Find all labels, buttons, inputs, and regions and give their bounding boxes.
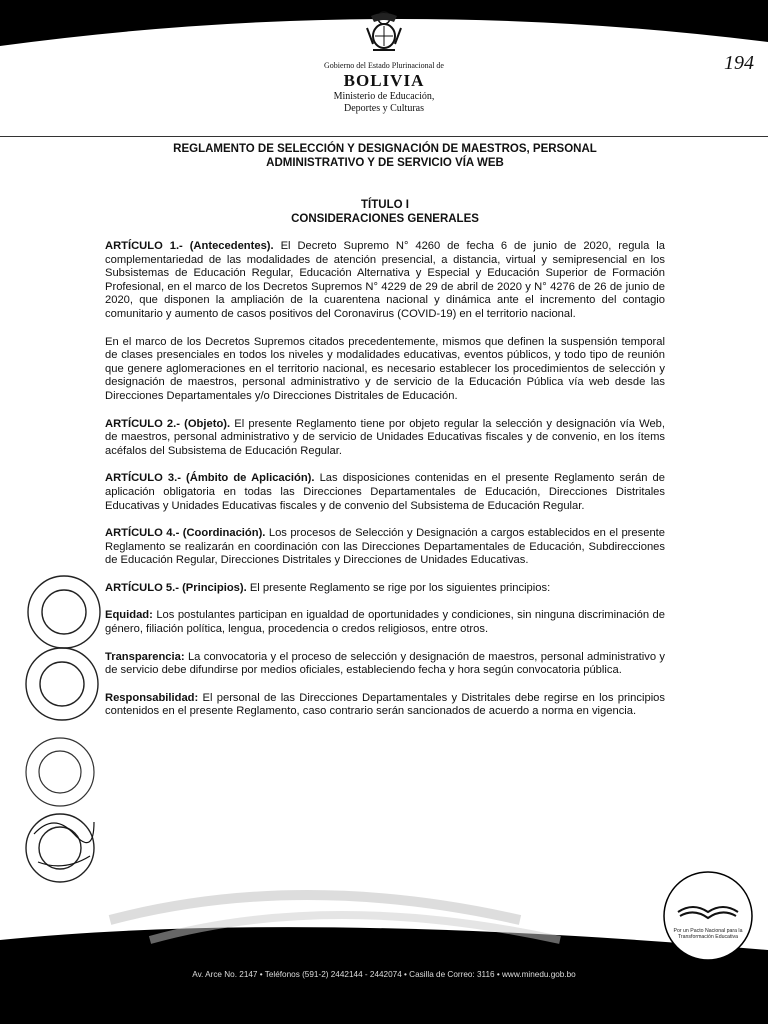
document-title: [105, 142, 665, 170]
title-line-1: REGLAMENTO DE SELECCIÓN Y DESIGNACIÓN DE MAESTROS, PERSONAL: [173, 143, 597, 155]
ministry-line-2: Deportes y Culturas: [344, 103, 424, 114]
paragraph-article-1: ARTÍCULO 1.- (Antecedentes). El Decreto Supremo N° 4260 de fecha 6 de junio de 2020, regula la complementariedad de las modalidades de atención presencial, a distancia, virtual y semipresencial en los Subsistemas de Educación Regular, Educación Alternativa y Especial y Educación Superior de Formación Profesional, en el marco de los Decretos Supremos N° 4229 de 29 de abril de 2020 y N° 4276 de 26 de junio de 2020, que disponen la ampliación de la cuarentena nacional y dinámica ante el incremento del contagio comunitario y aumento de casos positivos del Coronavirus (COVID-19) en el territorio nacional.: [105, 240, 665, 320]
education-pact-logo: [660, 868, 756, 964]
footer-contact: Av. Arce No. 2147 • Teléfonos (591-2) 2442144 - 2442074 • Casilla de Correo: 3116 • www.minedu.gob.bo: [192, 970, 576, 979]
paragraph-equidad: Equidad: Los postulantes participan en igualdad de oportunidades y condiciones, sin ninguna discriminación de género, filiación política, lengua, procedencia o credos religiosos, entre otros.: [105, 609, 665, 636]
section-title: CONSIDERACIONES GENERALES: [291, 213, 479, 225]
section-number: TÍTULO I: [361, 199, 409, 211]
title-line-2: ADMINISTRATIVO Y DE SERVICIO VÍA WEB: [266, 157, 504, 169]
paragraph-responsabilidad: Responsabilidad: El personal de las Direcciones Departamentales y Distritales debe regirse en los principios contenidos en el presente Reglamento, caso contrario serán sancionados de acuerdo a norma en vigencia.: [105, 691, 665, 718]
government-line: Gobierno del Estado Plurinacional de: [324, 61, 444, 70]
stamp-1: [28, 576, 100, 648]
ministry-line-1: Ministerio de Educación,: [333, 91, 435, 102]
paragraph-article-5: ARTÍCULO 5.- (Principios). El presente Reglamento se rige por los siguientes principios:: [105, 581, 551, 594]
coat-of-arms-icon: [361, 8, 407, 54]
country-name: BOLIVIA: [343, 71, 425, 90]
document-body: [105, 142, 665, 733]
header-divider: [0, 136, 768, 137]
section-heading: [105, 198, 665, 226]
paragraph-article-4: ARTÍCULO 4.- (Coordinación). Los procesos de Selección y Designación a cargos establecidos en el presente Reglamento se realizarán en coordinación con las Direcciones Departamentales de Educación, Subdirecciones de Educación Regular, Direcciones Distritales y Direcciones de Unidades Educativas.: [105, 527, 665, 567]
handwritten-page-number: 194: [724, 52, 754, 74]
paragraph-article-3: ARTÍCULO 3.- (Ámbito de Aplicación). Las disposiciones contenidas en el presente Reglamento serán de aplicación obligatoria en todas las Direcciones Departamentales de Educación, Direcciones Distritales Educativas y Unidades Educativas fiscales y de convenio del Subsistema de Educación Regular.: [105, 472, 665, 512]
letterhead: [0, 8, 768, 115]
footer-band: [0, 880, 768, 1024]
paragraph-article-2: ARTÍCULO 2.- (Objeto). El presente Reglamento tiene por objeto regular la selección y designación vía Web, de maestros, personal administrativo y de servicio de Unidades Educativas fiscales y de convenio, en los ítems acéfalos del Subsistema de Educación Regular.: [105, 417, 665, 457]
stamp-2: [26, 648, 98, 720]
stamp-3: [26, 738, 94, 806]
education-pact-caption: Por un Pacto Nacional para la Transformación Educativa: [673, 928, 743, 940]
paragraph-context: En el marco de los Decretos Supremos citados precedentemente, mismos que definen la suspensión temporal de clases presenciales en todos los niveles y modalidades educativas, eventos públicos, y todo tipo de reunión que genere aglomeraciones en el territorio nacional, es necesario establecer los procedimientos de selección y designación de maestros, personal administrativo y de servicio de la Educación Pública vía web desde las Direcciones Departamentales y/o Direcciones Distritales de Educación.: [105, 335, 665, 402]
paragraph-transparencia: Transparencia: La convocatoria y el proceso de selección y designación de maestros, personal administrativo y de servicio debe difundirse por medios oficiales, estableciendo fecha y hora según convocatoria pública.: [105, 650, 665, 677]
approval-stamps: [24, 572, 106, 892]
